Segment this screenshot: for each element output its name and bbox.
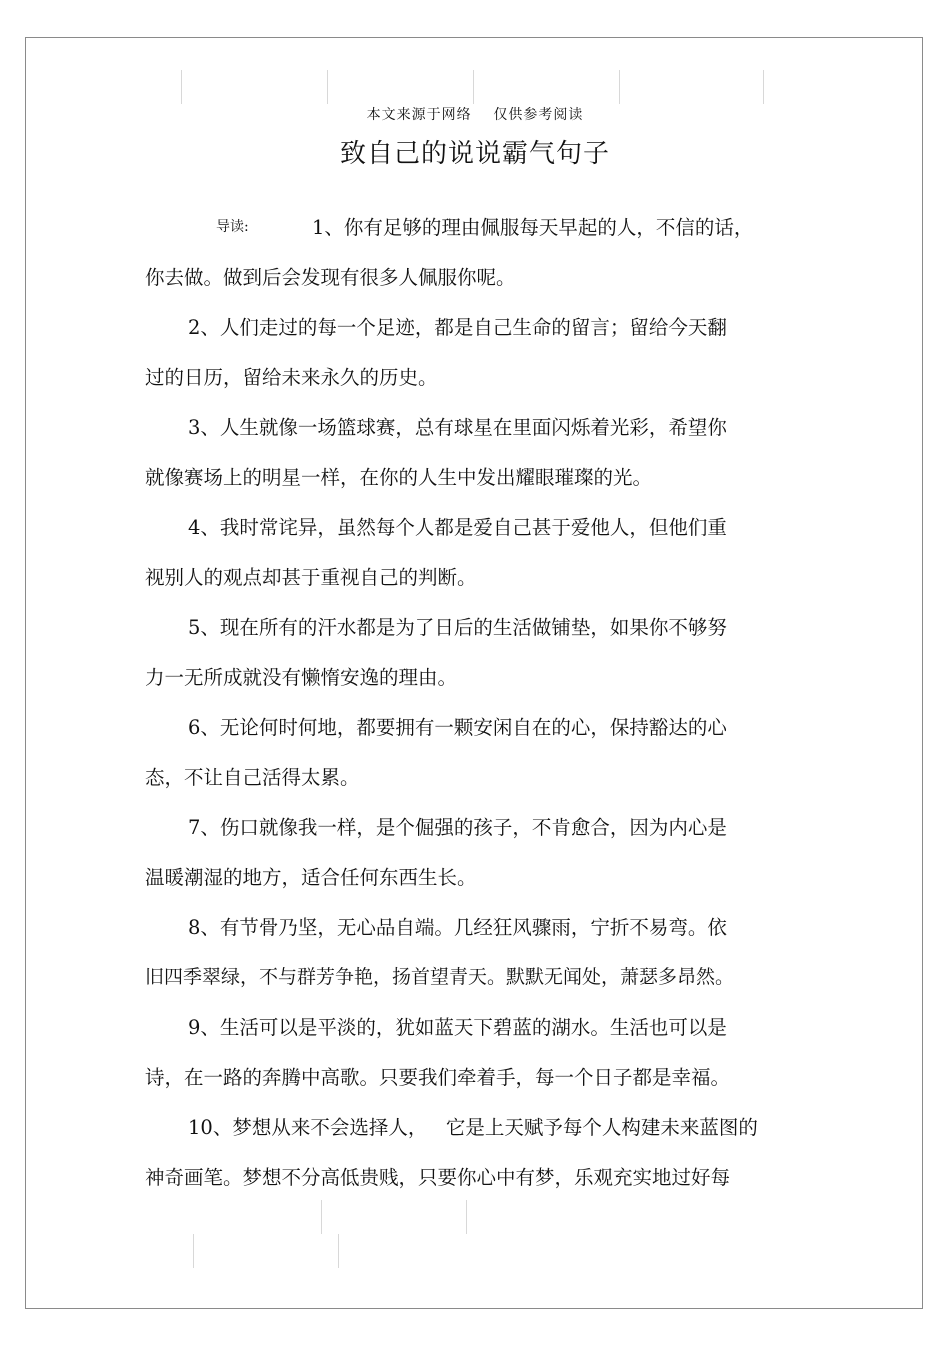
text-line: 5、现在所有的汗水都是为了日后的生活做铺垫，如果你不够努 — [188, 616, 727, 639]
scan-line — [327, 70, 328, 104]
text-line: 10、梦想从来不会选择人， 它是上天赋予每个人构建未来蓝图的 — [188, 1116, 758, 1139]
intro-label: 导读: — [216, 219, 249, 235]
text-line: 视别人的观点却甚于重视自己的判断。 — [145, 566, 477, 589]
scan-line — [321, 1200, 322, 1234]
text-line: 6、无论何时何地，都要拥有一颗安闲自在的心，保持豁达的心 — [188, 716, 727, 739]
scan-line — [193, 1234, 194, 1268]
text-line: 神奇画笔。梦想不分高低贵贱，只要你心中有梦，乐观充实地过好每 — [145, 1166, 731, 1189]
document-title: 致自己的说说霸气句子 — [339, 139, 610, 169]
text-line: 就像赛场上的明星一样，在你的人生中发出耀眼璀璨的光。 — [145, 466, 653, 489]
scan-line — [338, 1234, 339, 1268]
text-line: 态，不让自己活得太累。 — [145, 766, 360, 789]
text-line: 旧四季翠绿，不与群芳争艳，扬首望青天。默默无闻处，萧瑟多昂然。 — [145, 966, 735, 988]
scan-line — [619, 70, 620, 104]
text-line: 温暖潮湿的地方，适合任何东西生长。 — [145, 866, 477, 889]
text-line: 2、人们走过的每一个足迹，都是自己生命的留言；留给今天翻 — [188, 316, 727, 339]
text-line: 力一无所成就没有懒惰安逸的理由。 — [145, 666, 458, 689]
text-line: 诗，在一路的奔腾中高歌。只要我们牵着手，每一个日子都是幸福。 — [145, 1066, 731, 1089]
text-line: 8、有节骨乃坚，无心品自端。几经狂风骤雨，宁折不易弯。依 — [188, 916, 727, 939]
scan-line — [473, 70, 474, 104]
scan-line — [181, 70, 182, 104]
text-line: 你去做。做到后会发现有很多人佩服你呢。 — [145, 266, 516, 289]
text-line: 1、你有足够的理由佩服每天早起的人，不信的话， — [312, 216, 754, 239]
text-line: 9、生活可以是平淡的，犹如蓝天下碧蓝的湖水。生活也可以是 — [188, 1016, 727, 1039]
source-note: 本文来源于网络 仅供参考阅读 — [366, 107, 584, 123]
scan-line — [466, 1200, 467, 1234]
scan-line — [763, 70, 764, 104]
text-line: 3、人生就像一场篮球赛，总有球星在里面闪烁着光彩，希望你 — [188, 416, 727, 439]
text-line: 7、伤口就像我一样，是个倔强的孩子，不肯愈合，因为内心是 — [188, 816, 727, 839]
text-line: 过的日历，留给未来永久的历史。 — [145, 366, 438, 389]
text-line: 4、我时常诧异，虽然每个人都是爱自己甚于爱他人，但他们重 — [188, 516, 727, 539]
